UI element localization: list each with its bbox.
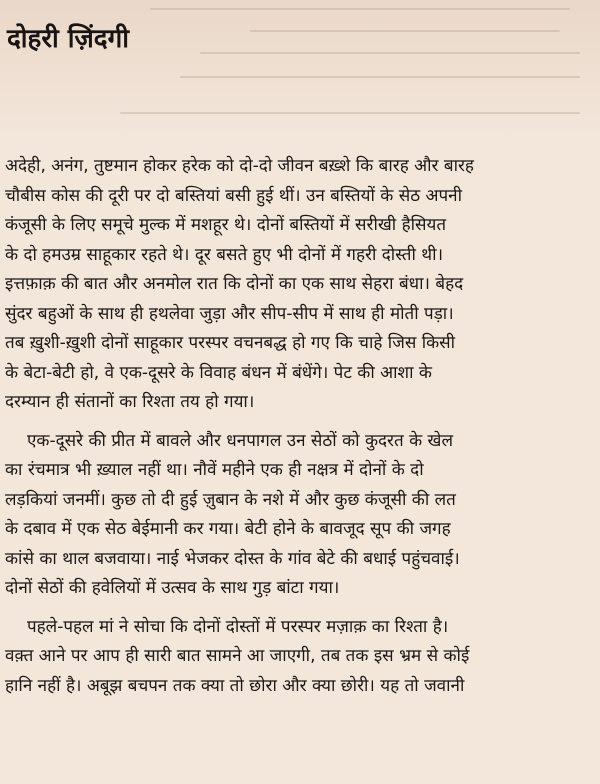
story-body	[5, 152, 595, 701]
text-line: सुंदर बहुओं के साथ ही हथलेवा जुड़ा और सीप-सीप में साथ ही मोती पड़ा।	[5, 303, 454, 324]
text-line: एक-दूसरे की प्रीत में बावले और धनपागल उन सेठों को कुदरत के खेल	[27, 430, 453, 451]
paragraph	[5, 152, 595, 418]
text-line: कांसे का थाल बजवाया। नाई भेजकर दोस्त के गांव बेटे की बधाई पहुंचवाई।	[5, 548, 460, 569]
story-title: दोहरी ज़िंदगी	[7, 24, 129, 54]
paragraph	[5, 427, 595, 604]
paragraph	[5, 613, 595, 702]
text-line: दरम्यान ही संतानों का रिश्ता तय हो गया।	[5, 392, 255, 412]
text-line: हानि नहीं है। अबूझ बचपन तक क्या तो छोरा और क्या छोरी। यह तो जवानी	[5, 675, 465, 696]
text-line: के बेटा-बेटी हो, वे एक-दूसरे के विवाह बंधन में बंधेंगे। पेट की आशा के	[5, 362, 432, 383]
text-line: वक़्त आने पर आप ही सारी बात सामने आ जाएगी, तब तक इस भ्रम से कोई	[5, 646, 470, 666]
text-line: के दबाव में एक सेठ बेईमानी कर गया। बेटी होने के बावजूद सूप की जगह	[5, 519, 451, 539]
text-line: इत्तफ़ाक़ की बात और अनमोल रात कि दोनों का एक साथ सेहरा बंधा। बेहद	[5, 274, 464, 294]
text-line: तब ख़ुशी-ख़ुशी दोनों साहूकार परस्पर वचनबद्ध हो गए कि चाहे जिस किसी	[5, 333, 456, 353]
text-line: कंजूसी के लिए समूचे मुल्क में मशहूर थे। दोनों बस्तियों में सरीखी हैसियत	[5, 215, 447, 235]
text-line: अदेही, अनंग, तुष्टमान होकर हरेक को दो-दो जीवन बख़्शे कि बारह और बारह	[5, 156, 474, 176]
text-line: दोनों सेठों की हवेलियों में उत्सव के साथ गुड़ बांटा गया।	[5, 578, 340, 598]
text-line: पहले-पहल मां ने सोचा कि दोनों दोस्तों में परस्पर मज़ाक़ का रिश्ता है।	[27, 616, 449, 637]
text-line: चौबीस कोस की दूरी पर दो बस्तियां बसी हुई थीं। उन बस्तियों के सेठ अपनी	[5, 185, 462, 206]
text-line: लड़कियां जनमीं। कुछ तो दी हुई ज़ुबान के नशे में और कुछ कंजूसी की लत	[5, 489, 456, 510]
text-line: का रंचमात्र भी ख़्याल नहीं था। नौवें महीने एक ही नक्षत्र में दोनों के दो	[5, 460, 424, 480]
text-line: के दो हमउम्र साहूकार रहते थे। दूर बसते हुए भी दोनों में गहरी दोस्ती थी।	[5, 244, 444, 265]
